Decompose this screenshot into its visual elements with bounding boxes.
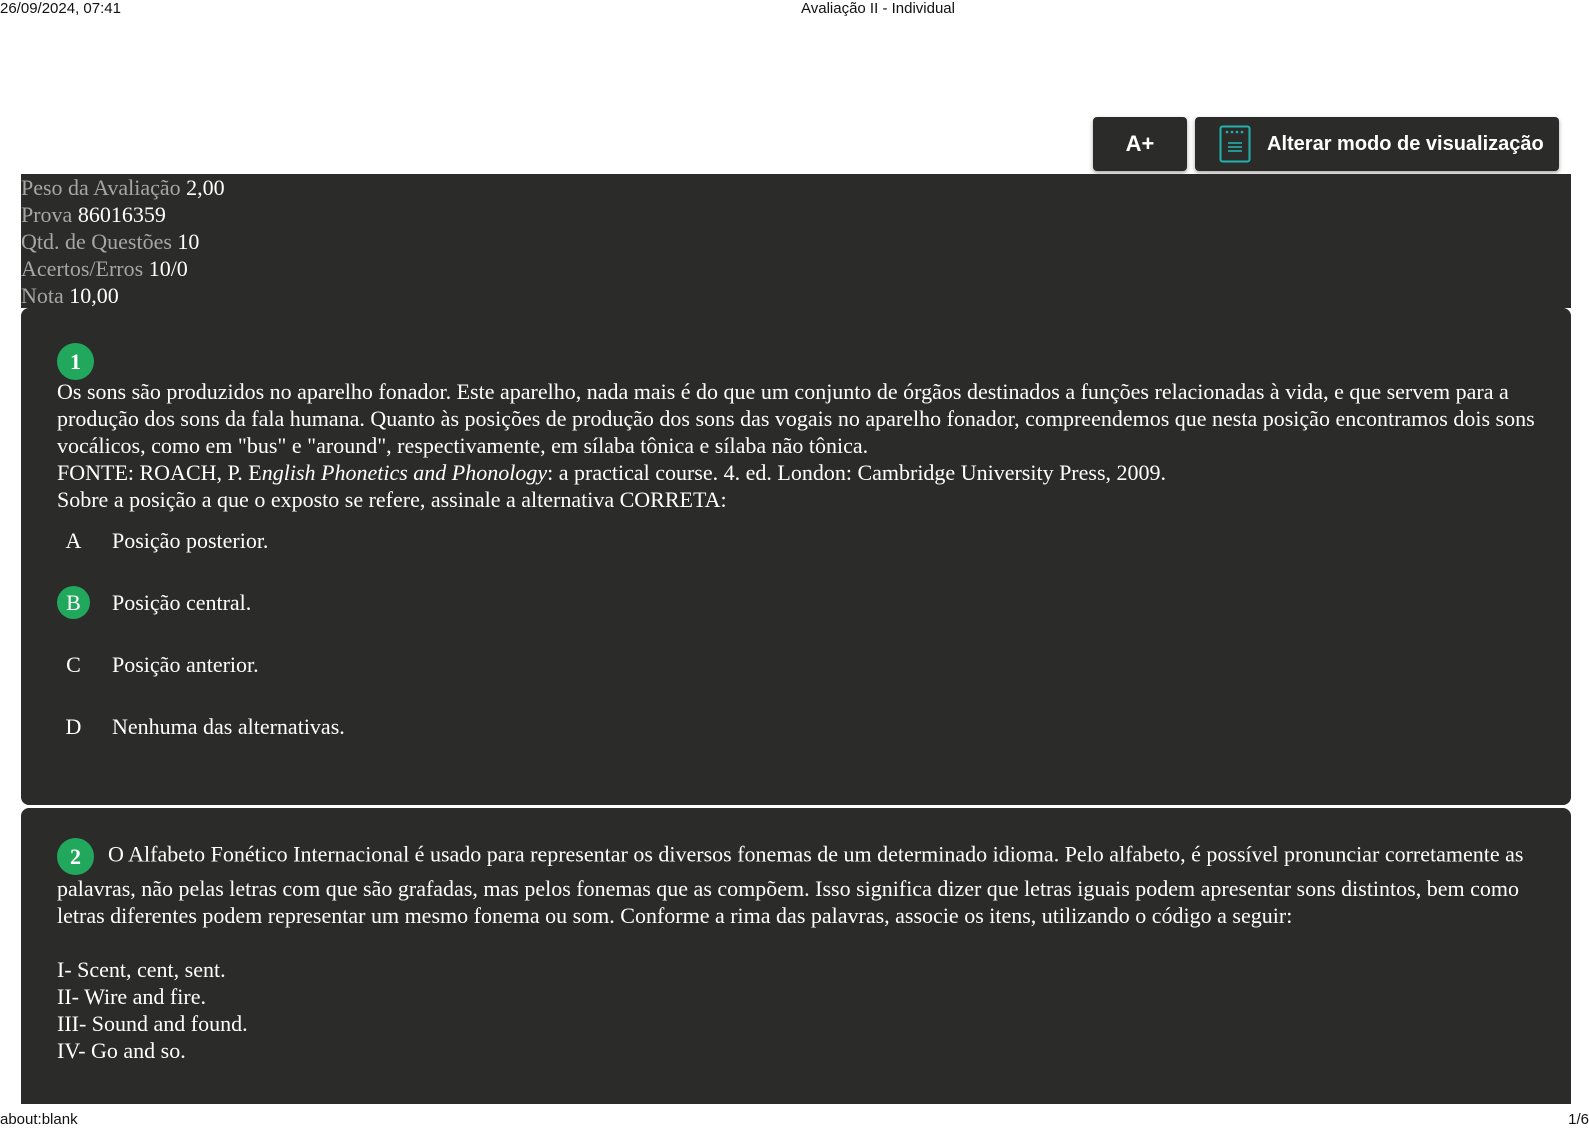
qtd-label: Qtd. de Questões — [21, 229, 172, 254]
option-letter: A — [65, 528, 82, 553]
peso-value: 2,00 — [186, 175, 225, 200]
source-suffix: : a practical course. 4. ed. London: Cambridge University Press, 2009. — [547, 460, 1167, 485]
question-prompt: Sobre a posição a que o exposto se refere, assinale a alternativa CORRETA: — [57, 487, 727, 512]
summary-row-prova — [21, 201, 1571, 228]
nota-value: 10,00 — [69, 283, 119, 308]
answer-option-c[interactable] — [57, 648, 259, 681]
association-item: III- Sound and found. — [57, 1011, 248, 1036]
print-page-number: 1/6 — [1568, 1111, 1589, 1128]
answer-option-d[interactable] — [57, 710, 345, 743]
summary-row-peso — [21, 174, 1571, 201]
source-prefix: FONTE: ROACH, P. E — [57, 460, 262, 485]
association-item: IV- Go and so. — [57, 1038, 186, 1063]
summary-row-acertos — [21, 255, 1571, 282]
qtd-value: 10 — [177, 229, 200, 254]
question-text — [57, 838, 1537, 1064]
acertos-value: 10/0 — [148, 256, 188, 281]
print-header — [0, 0, 1589, 20]
question-statement: Os sons são produzidos no aparelho fonador. Este aparelho, nada mais é do que um conjunto de órgãos destinados a funções relacionadas à vida, e que servem para a produção dos sons da fala humana. Quanto às posições de produção dos sons das vogais no aparelho fonador, compreendemos que nesta posição encontramos dois sons vocálicos, como em "bus" e "around", respectivamente, em sílaba tônica e sílaba não tônica. — [57, 379, 1535, 458]
toolbar — [1093, 117, 1559, 171]
option-letter-selected: B — [57, 586, 90, 619]
peso-label: Peso da Avaliação — [21, 175, 181, 200]
change-view-mode-label: Alterar modo de visualização — [1267, 132, 1544, 155]
association-item: II- Wire and fire. — [57, 984, 206, 1009]
print-datetime: 26/09/2024, 07:41 — [0, 0, 121, 17]
change-view-mode-button[interactable] — [1195, 117, 1559, 171]
spacer — [57, 929, 1537, 956]
question-number-badge: 2 — [57, 838, 94, 875]
acertos-label: Acertos/Erros — [21, 256, 144, 281]
question-card-1 — [21, 308, 1571, 805]
increase-font-label: A+ — [1125, 131, 1155, 156]
question-statement: O Alfabeto Fonético Internacional é usado para representar os diversos fonemas de um determinado idioma. Pelo alfabeto, é possível pronunciar corretamente as palavras, não pelas letras com que são grafadas, mas pelos fonemas que as compõem. Isso significa dizer que letras iguais podem apresentar sons distintos, bem como letras diferentes podem representar um mesmo fonema ou som. Conforme a rima das palavras, associe os itens, utilizando o código a seguir: — [57, 841, 1524, 928]
answer-option-a[interactable] — [57, 524, 268, 557]
source-title: nglish Phonetics and Phonology — [261, 460, 548, 485]
summary-row-qtd — [21, 228, 1571, 255]
question-source — [57, 459, 1537, 486]
increase-font-button[interactable] — [1093, 117, 1187, 171]
option-letter: D — [65, 714, 82, 739]
print-footer — [0, 1111, 1589, 1128]
option-text: Posição central. — [112, 590, 252, 615]
summary-row-nota — [21, 282, 1571, 309]
question-number-badge: 1 — [57, 343, 94, 380]
print-url: about:blank — [0, 1111, 78, 1128]
question-card-2 — [21, 808, 1571, 1104]
evaluation-summary — [21, 174, 1571, 308]
option-text: Posição anterior. — [112, 652, 259, 677]
nota-label: Nota — [21, 283, 64, 308]
prova-label: Prova — [21, 202, 73, 227]
prova-value: 86016359 — [77, 202, 166, 227]
question-text — [57, 378, 1537, 513]
option-letter: C — [66, 652, 81, 677]
option-text: Nenhuma das alternativas. — [112, 714, 345, 739]
print-title: Avaliação II - Individual — [801, 0, 955, 17]
association-item: I- Scent, cent, sent. — [57, 957, 226, 982]
answer-option-b[interactable] — [57, 586, 251, 619]
option-text: Posição posterior. — [112, 528, 269, 553]
document-icon — [1219, 125, 1251, 163]
